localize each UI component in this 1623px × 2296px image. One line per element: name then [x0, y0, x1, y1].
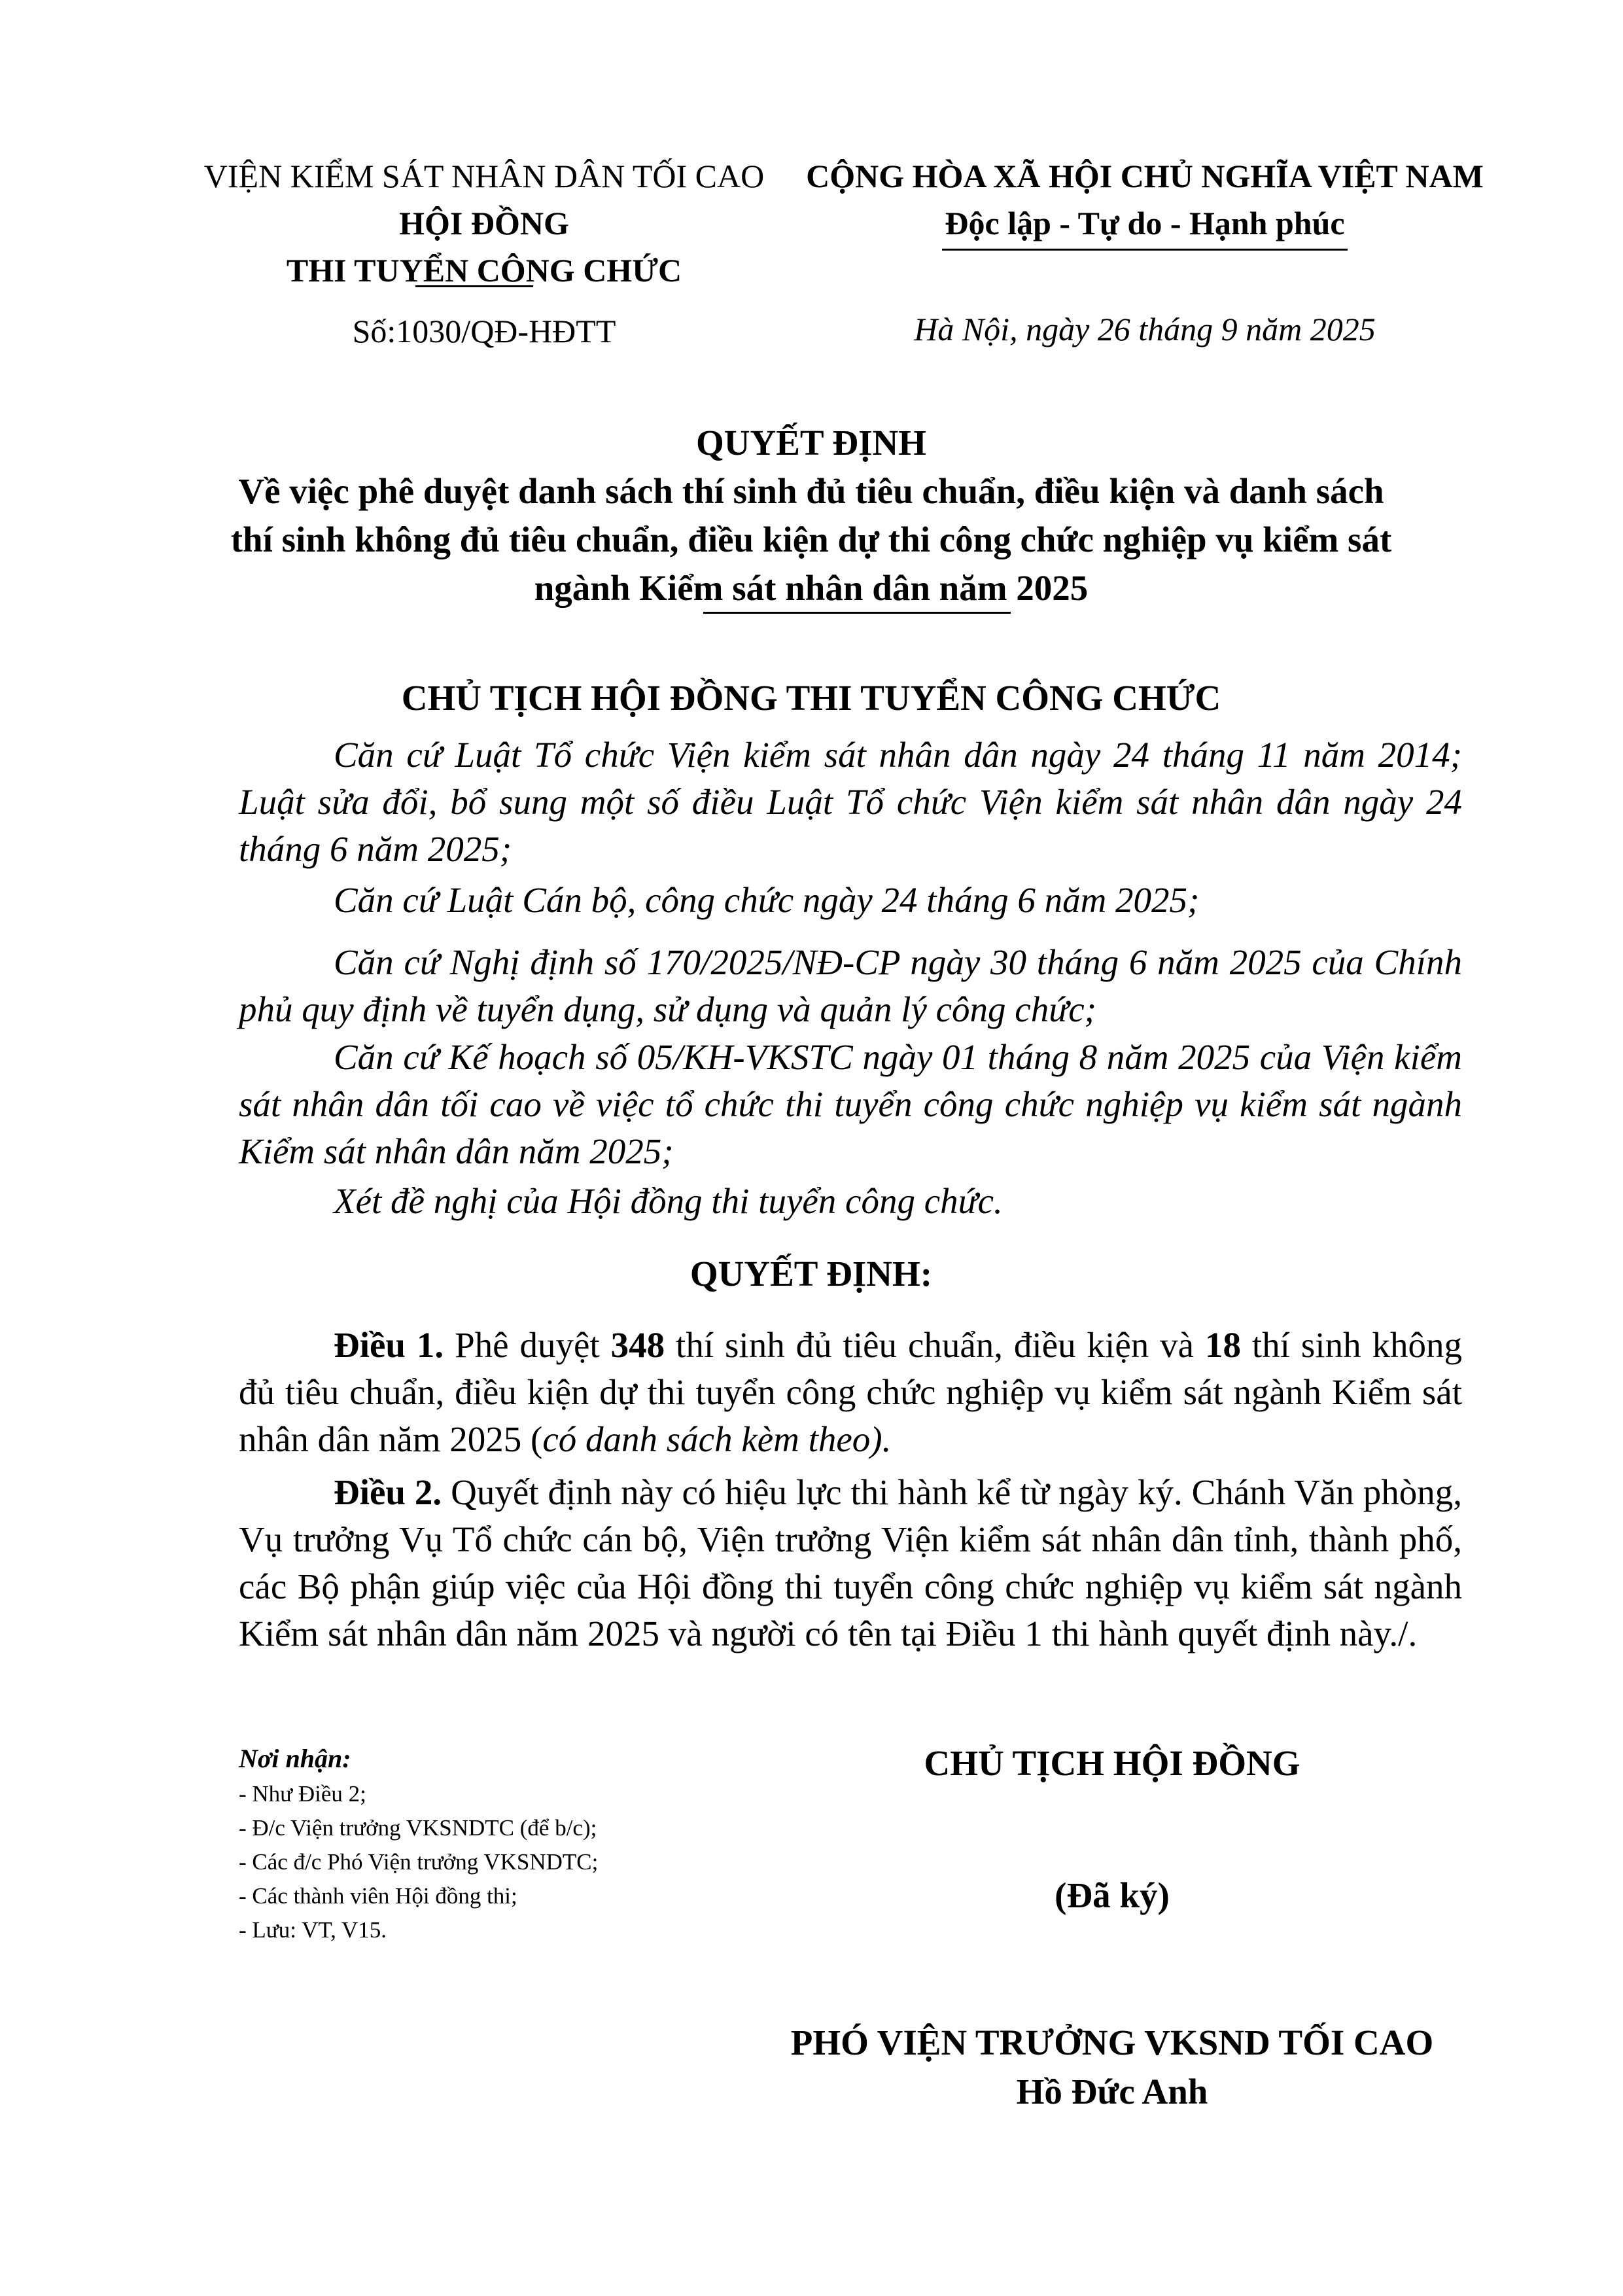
recipient-item: - Lưu: VT, V15. [239, 1917, 387, 1943]
recipient-item: - Đ/c Viện trưởng VKSNDTC (để b/c); [239, 1815, 597, 1841]
ineligible-count: 18 [1204, 1325, 1241, 1365]
agency-name: VIỆN KIỂM SÁT NHÂN DÂN TỐI CAO [203, 158, 765, 194]
article-1-text-b: thí sinh đủ tiêu chuẩn, điều kiện và [665, 1325, 1205, 1365]
article-1 [239, 1322, 1462, 1463]
recipients-title: Nơi nhận: [239, 1744, 351, 1773]
document-title: QUYẾT ĐỊNH [696, 423, 926, 463]
article-2-label: Điều 2. [334, 1472, 442, 1512]
signer-name: Hồ Đức Anh [1016, 2072, 1208, 2111]
eligible-count: 348 [610, 1325, 665, 1365]
basis-3: Căn cứ Nghị định số 170/2025/NĐ-CP ngày 30 tháng 6 năm 2025 của Chính phủ quy định về tuyển dụng, sử dụng và quản lý công chức; [239, 942, 1462, 1029]
document-number: Số:1030/QĐ-HĐTT [352, 313, 616, 349]
council-subtitle: THI TUYỂN CÔNG CHỨC [286, 252, 682, 289]
subject-line-1: Về việc phê duyệt danh sách thí sinh đủ tiêu chuẩn, điều kiện và danh sách [238, 471, 1384, 511]
article-2-text: Quyết định này có hiệu lực thi hành kể từ ngày ký. Chánh Văn phòng, Vụ trưởng Vụ Tổ chức cán bộ, Viện trưởng Viện kiểm sát nhân dân tỉnh, thành phố, các Bộ phận giúp việc của Hội đồng thi tuyển công chức nghiệp vụ kiểm sát ngành Kiểm sát nhân dân năm 2025 và người có tên tại Điều 1 thi hành quyết định này./. [239, 1472, 1462, 1653]
subject-line-2: thí sinh không đủ tiêu chuẩn, điều kiện dự thi công chức nghiệp vụ kiểm sát [230, 520, 1392, 559]
basis-2: Căn cứ Luật Cán bộ, công chức ngày 24 tháng 6 năm 2025; [334, 880, 1200, 920]
article-1-label: Điều 1. [334, 1325, 444, 1365]
recipient-item: - Các thành viên Hội đồng thi; [239, 1883, 517, 1909]
agency-underline [415, 285, 533, 287]
place-date: Hà Nội, ngày 26 tháng 9 năm 2025 [914, 311, 1376, 347]
subject-line-3: ngành Kiểm sát nhân dân năm 2025 [534, 568, 1089, 608]
basis-1: Căn cứ Luật Tổ chức Viện kiểm sát nhân dân ngày 24 tháng 11 năm 2014; Luật sửa đổi, bổ sung một số điều Luật Tổ chức Viện kiểm sát nhân dân ngày 24 tháng 6 năm 2025; [239, 735, 1462, 869]
motto-underline [942, 249, 1348, 251]
article-2 [239, 1469, 1462, 1657]
article-1-text-c: thí sinh không đủ tiêu chuẩn, điều kiện dự thi tuyển công chức nghiệp vụ kiểm sát ngành Kiểm sát nhân dân năm 2025 ( [239, 1325, 1462, 1459]
issuing-authority: CHỦ TỊCH HỘI ĐỒNG THI TUYỂN CÔNG CHỨC [401, 678, 1221, 718]
basis-5: Xét đề nghị của Hội đồng thi tuyển công chức. [334, 1181, 1003, 1221]
signed-mark: (Đã ký) [1055, 1875, 1170, 1915]
recipients-block [239, 1740, 828, 1947]
article-1-text-a: Phê duyệt [444, 1325, 611, 1365]
signer-position: PHÓ VIỆN TRƯỞNG VKSND TỐI CAO [790, 2022, 1434, 2062]
decision-heading: QUYẾT ĐỊNH: [689, 1254, 933, 1294]
recipient-item: - Các đ/c Phó Viện trưởng VKSNDTC; [239, 1849, 599, 1875]
nation-name: CỘNG HÒA XÃ HỘI CHỦ NGHĨA VIỆT NAM [806, 158, 1484, 194]
basis-4: Căn cứ Kế hoạch số 05/KH-VKSTC ngày 01 tháng 8 năm 2025 của Viện kiểm sát nhân dân tối cao về việc tổ chức thi tuyển công chức nghiệp vụ kiểm sát ngành Kiểm sát nhân dân năm 2025; [239, 1037, 1462, 1171]
document-title-block [190, 419, 1433, 612]
title-underline [703, 612, 1011, 614]
agency-block [190, 152, 778, 294]
recipient-item: - Như Điều 2; [239, 1781, 366, 1807]
national-motto: Độc lập - Tự do - Hạnh phúc [945, 205, 1345, 241]
signer-role: CHỦ TỊCH HỘI ĐỒNG [924, 1743, 1300, 1783]
article-1-note: có danh sách kèm theo). [542, 1419, 892, 1459]
council-name: HỘI ĐỒNG [399, 205, 569, 241]
